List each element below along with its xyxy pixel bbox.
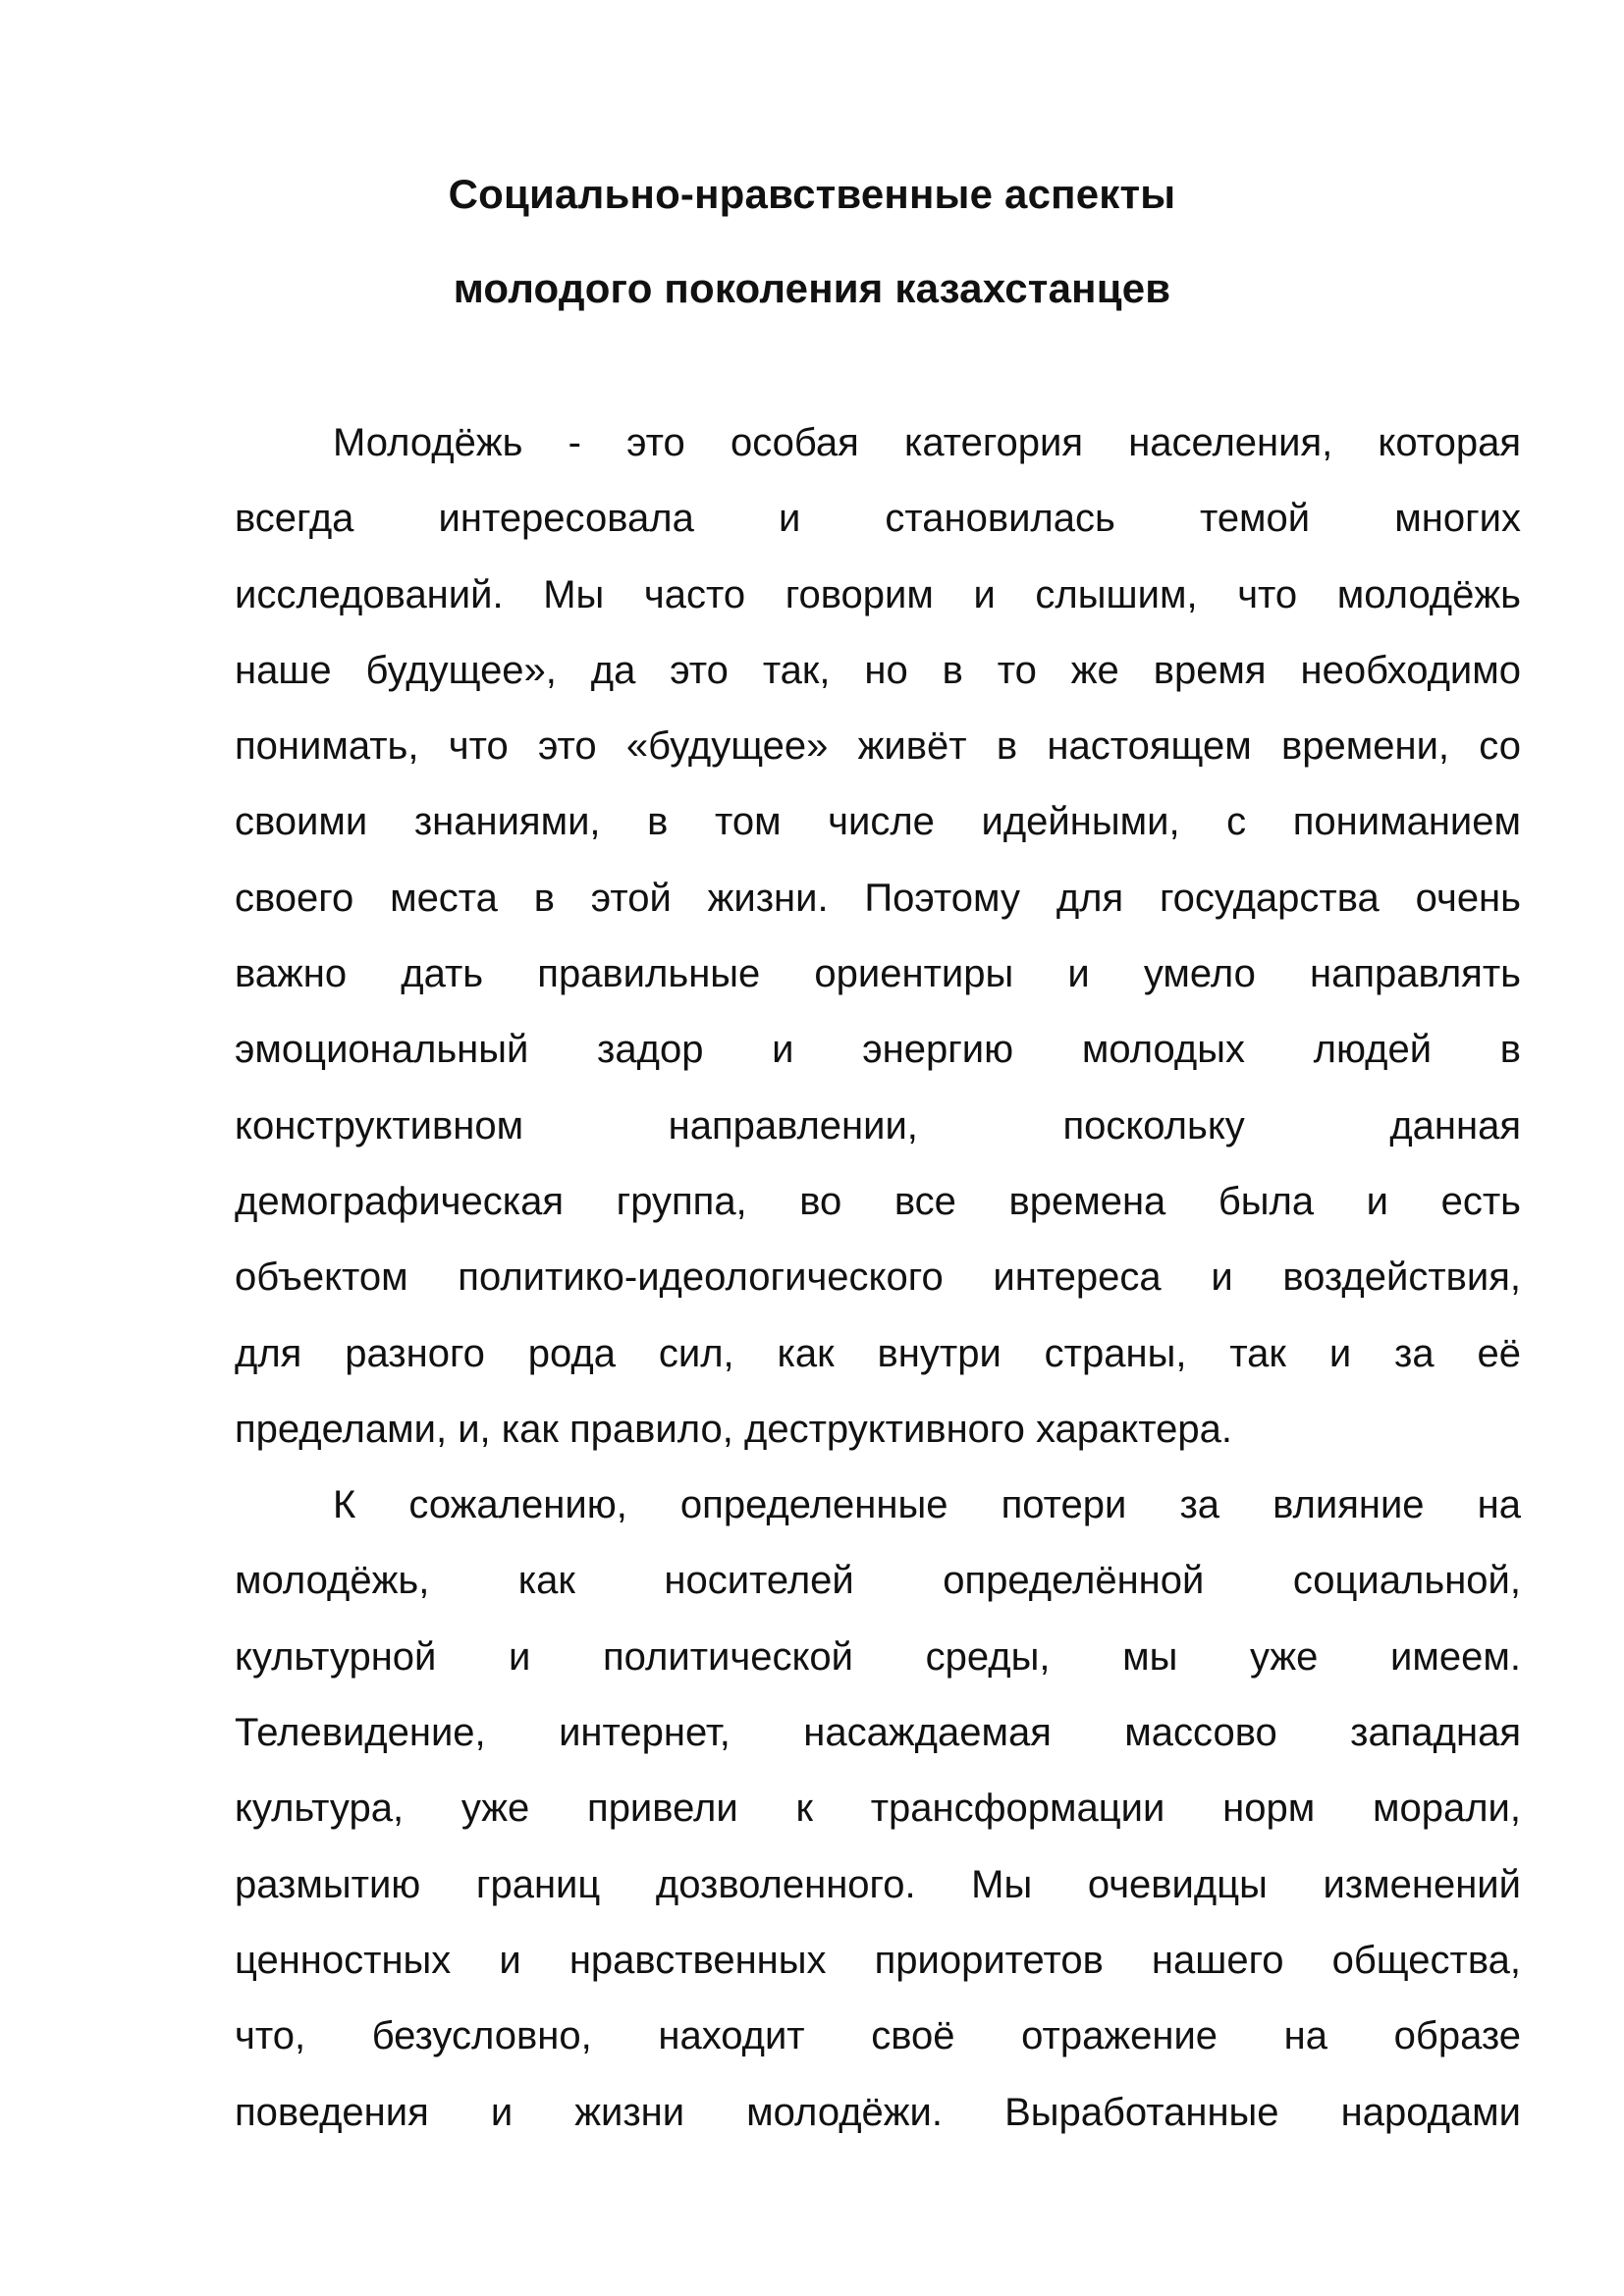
text-line: культурной и политической среды, мы уже имеем. xyxy=(235,1634,1521,1679)
text-line: ценностных и нравственных приоритетов нашего общества, xyxy=(235,1938,1521,1982)
paragraph-2 xyxy=(235,1468,1521,2151)
text-line: своего места в этой жизни. Поэтому для государства очень xyxy=(235,876,1521,920)
text-line: эмоциональный задор и энергию молодых людей в xyxy=(235,1028,1521,1072)
text-line: для разного рода сил, как внутри страны, так и за её xyxy=(235,1331,1521,1375)
text-line: пределами, и, как правило, деструктивного характера. xyxy=(235,1407,1232,1451)
text-line: молодёжь, как носителей определённой социальной, xyxy=(235,1559,1521,1603)
text-line: важно дать правильные ориентиры и умело направлять xyxy=(235,952,1521,996)
text-line: культура, уже привели к трансформации норм морали, xyxy=(235,1787,1521,1831)
title-line-2: молодого поколения казахстанцев xyxy=(453,265,1171,311)
text-line: понимать, что это «будущее» живёт в настоящем времени, со xyxy=(235,724,1521,769)
text-line: что, безусловно, находит своё отражение на образе xyxy=(235,2014,1521,2058)
text-line: исследований. Мы часто говорим и слышим, что молодёжь xyxy=(235,572,1521,616)
text-line: своими знаниями, в том числе идейными, с пониманием xyxy=(235,800,1521,844)
text-line: Телевидение, интернет, насаждаемая массово западная xyxy=(235,1711,1521,1755)
title-line-1: Социально-нравственные аспекты xyxy=(448,171,1176,217)
text-line: Молодёжь - это особая категория населения, которая xyxy=(333,421,1521,464)
text-line: размытию границ дозволенного. Мы очевидцы изменений xyxy=(235,1862,1521,1906)
text-line: поведения и жизни молодёжи. Выработанные народами xyxy=(235,2090,1521,2134)
document-title xyxy=(0,147,1624,336)
paragraph-1 xyxy=(235,405,1521,1468)
text-line: демографическая группа, во все времена была и есть xyxy=(235,1179,1521,1223)
text-line: К сожалению, определенные потери за влияние на xyxy=(333,1483,1521,1527)
text-line: всегда интересовала и становилась темой многих xyxy=(235,497,1521,541)
text-line: конструктивном направлении, поскольку данная xyxy=(235,1103,1521,1148)
text-line: наше будущее», да это так, но в то же время необходимо xyxy=(235,648,1521,692)
text-line: объектом политико-идеологического интереса и воздействия, xyxy=(235,1255,1521,1300)
document-body xyxy=(235,405,1521,2151)
